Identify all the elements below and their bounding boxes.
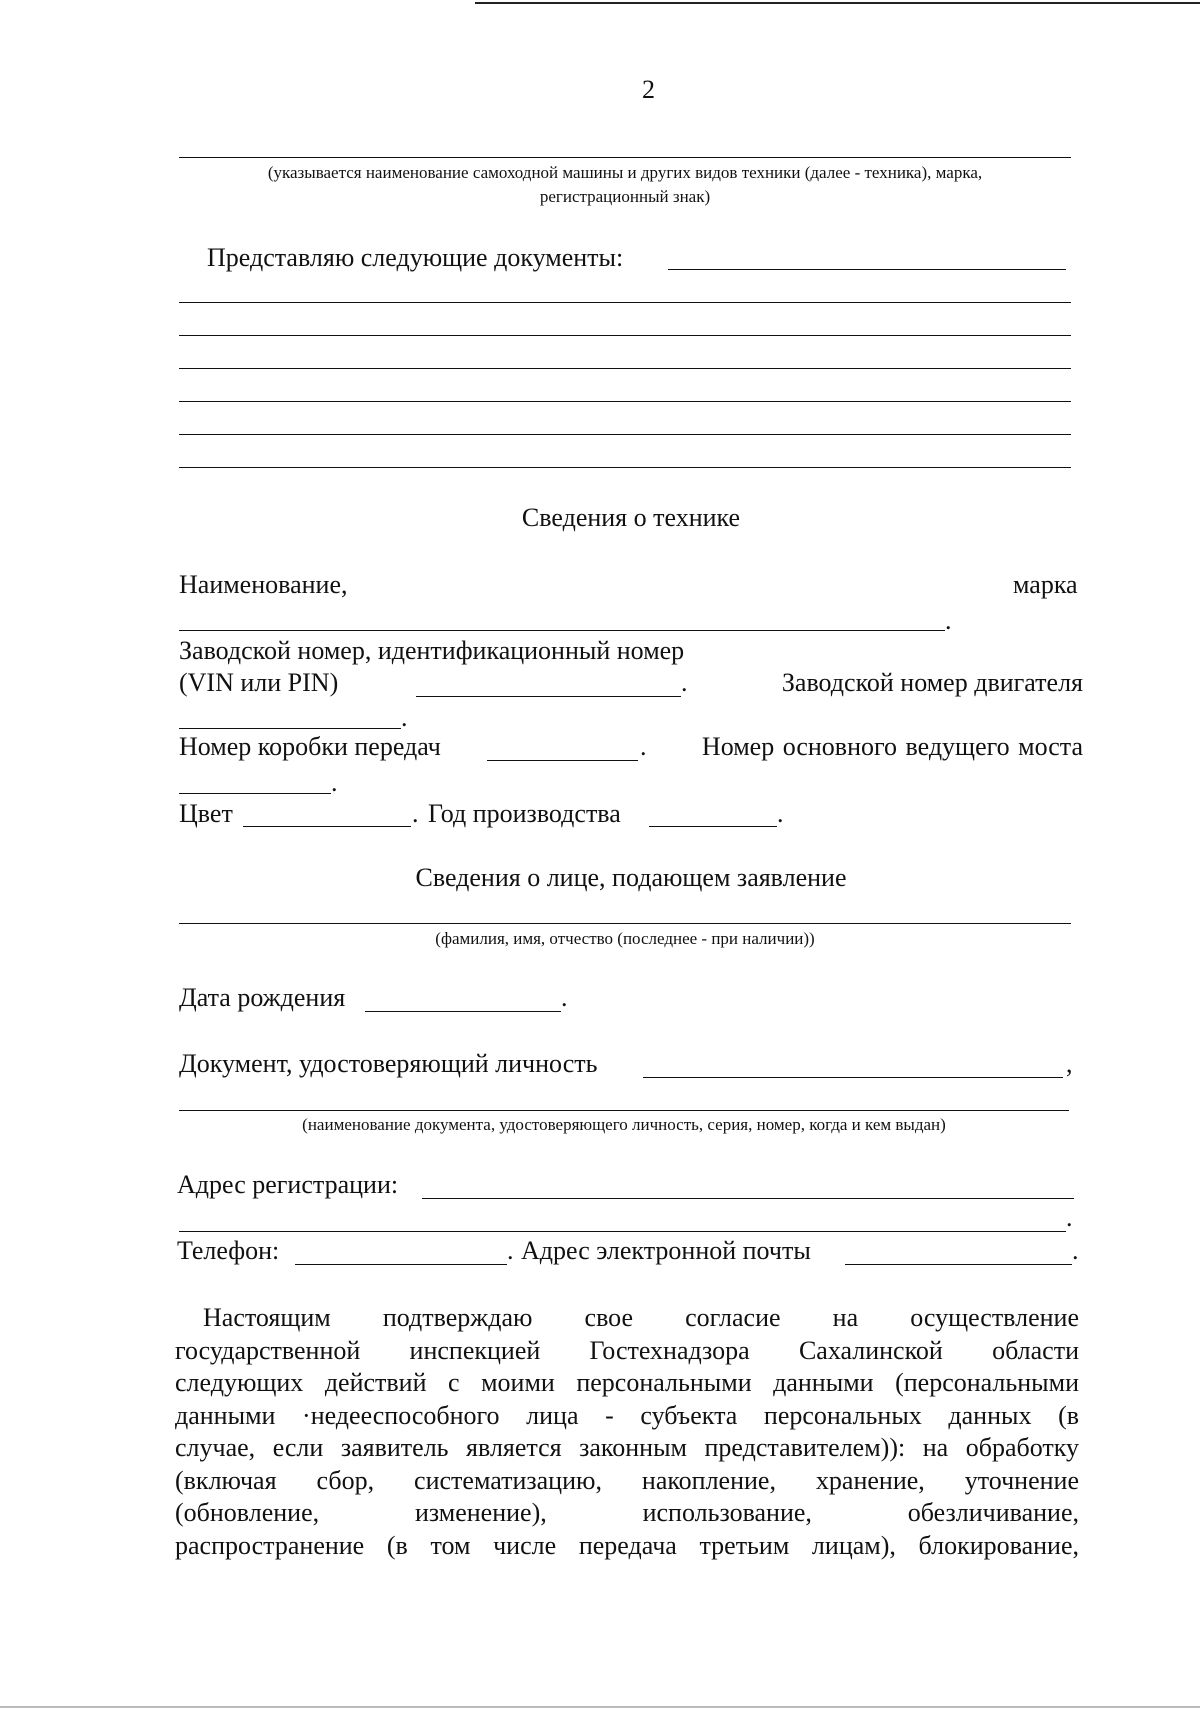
axle-line[interactable] — [179, 793, 331, 794]
consent-line: следующих действий с моими персональными данными (персональными — [175, 1368, 1079, 1397]
year-label: Год производства — [428, 799, 621, 828]
consent-line: Настоящим подтверждаю свое согласие на осуществление — [203, 1303, 1079, 1332]
axle-period: . — [331, 768, 338, 797]
name-brand-period: . — [945, 606, 952, 635]
year-line[interactable] — [649, 826, 777, 827]
id-doc-comma: , — [1066, 1049, 1073, 1078]
phone-period: . — [507, 1236, 514, 1265]
name-label: Наименование, — [179, 570, 348, 599]
documents-line-5[interactable] — [179, 434, 1071, 435]
birth-label: Дата рождения — [179, 983, 346, 1012]
vehicle-name-line[interactable] — [179, 157, 1071, 158]
section-vehicle-heading: Сведения о технике — [521, 503, 741, 532]
consent-line: государственной инспекцией Гостехнадзора Сахалинской области — [175, 1335, 1079, 1365]
scan-bottom-edge — [0, 1706, 1200, 1708]
id-doc-line[interactable] — [643, 1077, 1063, 1078]
documents-line-1[interactable] — [179, 302, 1071, 303]
email-label: Адрес электронной почты — [521, 1236, 811, 1265]
section-applicant-heading: Сведения о лице, подающем заявление — [415, 863, 847, 892]
scan-top-edge — [475, 2, 1200, 4]
address-period: . — [1066, 1203, 1073, 1232]
page-number: 2 — [642, 75, 655, 104]
address-label: Адрес регистрации: — [177, 1170, 399, 1199]
documents-line-0[interactable] — [668, 269, 1066, 270]
color-line[interactable] — [243, 826, 411, 827]
consent-line: данными ·недееспособного лица - субъекта персональных данных (в — [175, 1400, 1079, 1430]
fio-line[interactable] — [179, 923, 1071, 924]
color-label: Цвет — [179, 799, 233, 828]
email-line[interactable] — [845, 1264, 1072, 1265]
year-period: . — [777, 799, 784, 828]
consent-line: (включая сбор, систематизацию, накопление, хранение, уточнение — [175, 1465, 1079, 1495]
engine-period: . — [401, 703, 408, 732]
documents-line-2[interactable] — [179, 335, 1071, 336]
consent-line: случае, если заявитель является законным представителем)): на обработку — [175, 1433, 1079, 1462]
email-period: . — [1072, 1236, 1079, 1265]
name-brand-line[interactable] — [179, 630, 945, 631]
documents-label: Представляю следующие документы: — [207, 243, 624, 272]
vehicle-caption-2: регистрационный знак) — [539, 187, 711, 206]
consent-line: распространение (в том числе передача третьим лицам), блокирование, — [175, 1530, 1079, 1560]
documents-line-4[interactable] — [179, 401, 1071, 402]
color-period: . — [412, 799, 419, 828]
fio-caption: (фамилия, имя, отчество (последнее - при наличии)) — [435, 929, 815, 948]
phone-line[interactable] — [295, 1264, 507, 1265]
serial-label: Заводской номер, идентификационный номер — [179, 636, 685, 665]
birth-period: . — [561, 983, 568, 1012]
axle-label: Номер основного ведущего моста — [701, 732, 1083, 761]
consent-paragraph — [175, 1302, 1079, 1562]
gearbox-label: Номер коробки передач — [179, 732, 441, 761]
vin-label: (VIN или PIN) — [179, 668, 339, 697]
consent-line: (обновление, изменение), использование, обезличивание, — [175, 1498, 1079, 1527]
gearbox-line[interactable] — [487, 760, 638, 761]
phone-label: Телефон: — [177, 1236, 280, 1265]
address-line-2[interactable] — [179, 1231, 1066, 1232]
birth-line[interactable] — [365, 1011, 561, 1012]
id-doc-caption: (наименование документа, удостоверяющего личность, серия, номер, когда и кем выдан) — [302, 1115, 946, 1134]
brand-label: марка — [1013, 570, 1078, 599]
vin-period: . — [681, 668, 688, 697]
address-line-1[interactable] — [422, 1198, 1074, 1199]
id-doc-line-2[interactable] — [179, 1110, 1069, 1111]
id-doc-label: Документ, удостоверяющий личность — [179, 1049, 598, 1078]
vehicle-caption: (указывается наименование самоходной машины и других видов техники (далее - техника), марка, — [267, 163, 983, 182]
vin-line[interactable] — [416, 696, 681, 697]
documents-line-6[interactable] — [179, 467, 1071, 468]
engine-label: Заводской номер двигателя — [781, 668, 1083, 697]
gearbox-period: . — [640, 732, 647, 761]
documents-line-3[interactable] — [179, 368, 1071, 369]
engine-line[interactable] — [179, 728, 401, 729]
